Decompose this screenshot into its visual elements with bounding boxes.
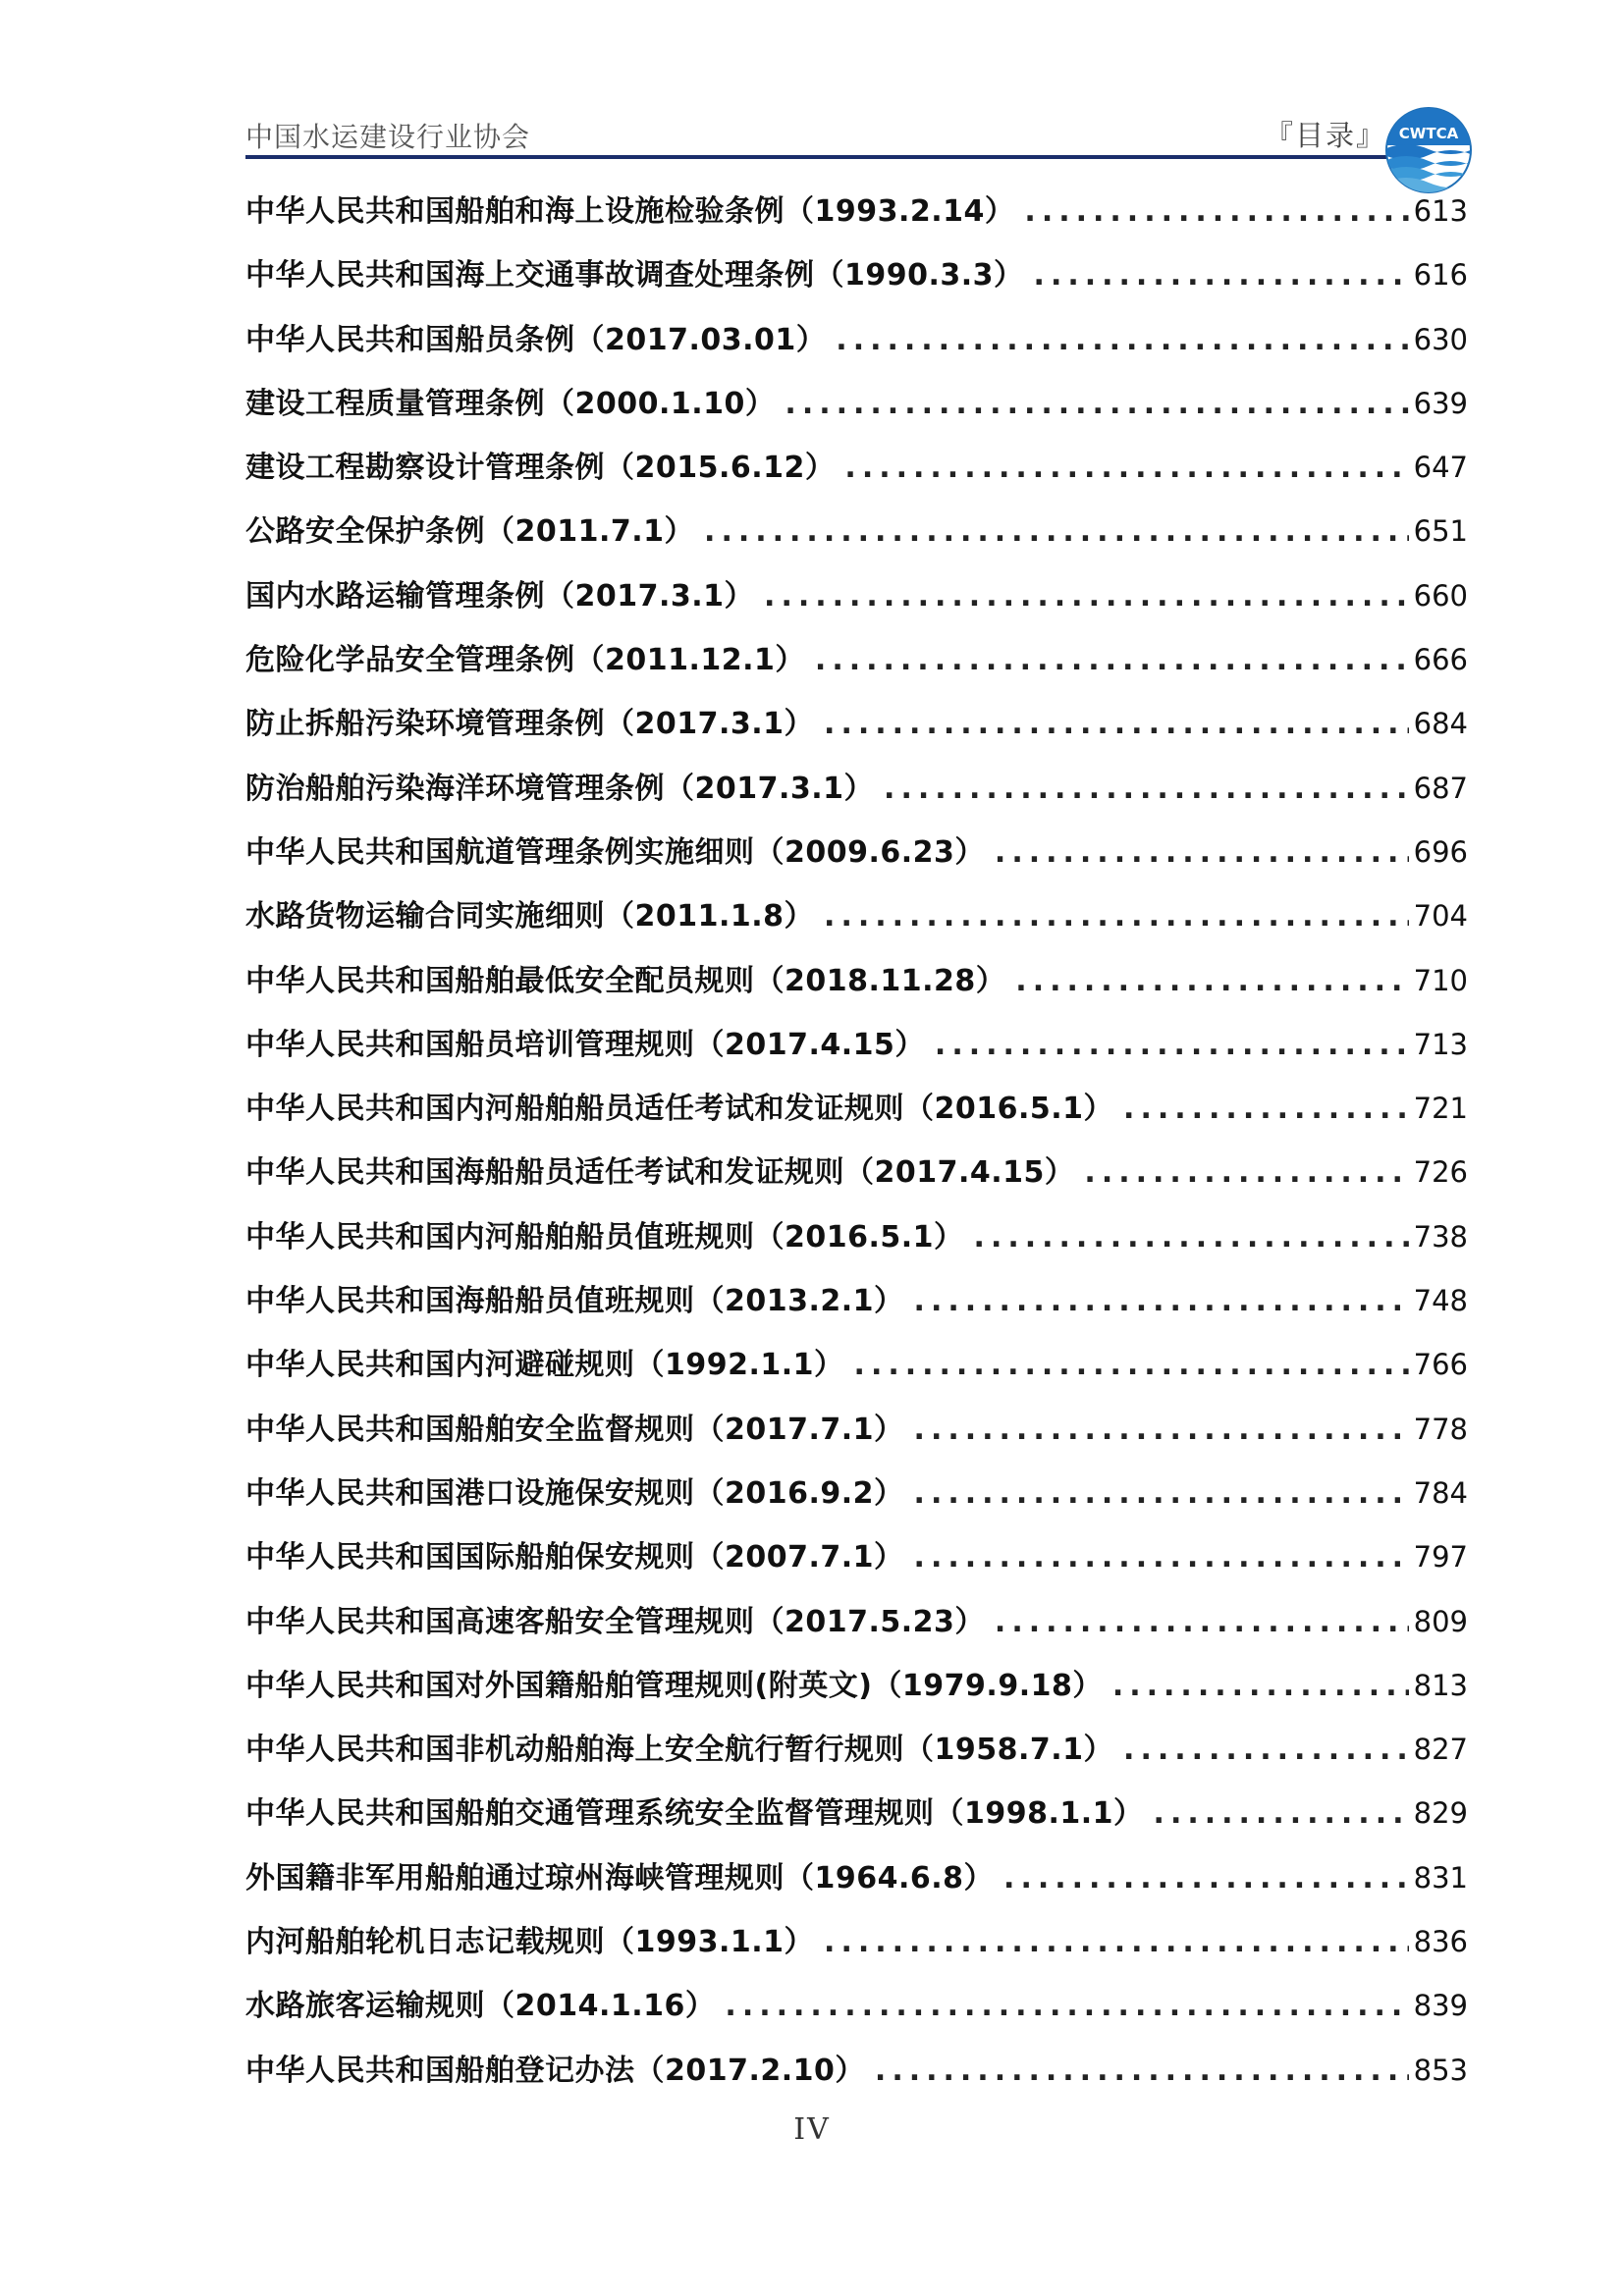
toc-leader-dots <box>826 323 1409 357</box>
toc-entry[interactable] <box>245 507 1468 570</box>
toc-entry-title: 外国籍非军用船舶通过琼州海峡管理规则（1964.6.8） <box>245 1860 995 1896</box>
toc-entry-title: 中华人民共和国船舶安全监督规则（2017.7.1） <box>245 1412 904 1447</box>
toc-leader-dots <box>775 387 1409 421</box>
toc-entry-page: 797 <box>1413 1540 1468 1575</box>
toc-entry[interactable] <box>245 1981 1468 2045</box>
toc-entry-title: 中华人民共和国非机动船舶海上安全航行暂行规则（1958.7.1） <box>245 1733 1114 1768</box>
toc-entry-title: 中华人民共和国海船船员适任考试和发证规则（2017.4.15） <box>245 1155 1075 1191</box>
header-section-title: 『目录』 <box>1264 119 1386 152</box>
page-header <box>245 0 1473 157</box>
toc-entry[interactable] <box>245 1084 1468 1148</box>
logo-text: CWTCA <box>1398 125 1459 142</box>
toc-leader-dots <box>865 2054 1409 2088</box>
toc-entry[interactable] <box>245 699 1468 763</box>
toc-entry-title: 建设工程质量管理条例（2000.1.10） <box>245 386 776 421</box>
toc-entry-page: 647 <box>1413 451 1468 485</box>
toc-entry-page: 813 <box>1413 1668 1468 1702</box>
toc-entry-page: 839 <box>1413 1989 1468 2023</box>
toc-entry[interactable] <box>245 764 1468 828</box>
toc-entry-title: 中华人民共和国海上交通事故调查处理条例（1990.3.3） <box>245 258 1024 294</box>
toc-leader-dots <box>844 1348 1409 1382</box>
toc-entry[interactable] <box>245 635 1468 699</box>
toc-entry-title: 中华人民共和国国际船舶保安规则（2007.7.1） <box>245 1540 904 1575</box>
toc-entry[interactable] <box>245 379 1468 443</box>
toc-leader-dots <box>814 899 1409 934</box>
toc-leader-dots <box>835 451 1409 485</box>
toc-entry-page: 778 <box>1413 1412 1468 1446</box>
toc-entry-page: 827 <box>1413 1733 1468 1767</box>
toc-entry-title: 中华人民共和国内河避碰规则（1992.1.1） <box>245 1348 844 1383</box>
table-of-contents <box>245 187 1468 2109</box>
toc-leader-dots <box>994 1861 1409 1896</box>
toc-entry-page: 738 <box>1413 1219 1468 1254</box>
toc-leader-dots <box>715 1989 1409 2023</box>
toc-entry-page: 853 <box>1413 2053 1468 2087</box>
toc-entry[interactable] <box>245 1661 1468 1725</box>
toc-entry-page: 831 <box>1413 1860 1468 1895</box>
toc-entry-page: 696 <box>1413 834 1468 869</box>
toc-entry-title: 建设工程勘察设计管理条例（2015.6.12） <box>245 451 836 486</box>
toc-entry-page: 613 <box>1413 194 1468 228</box>
cwtca-logo <box>1384 106 1473 194</box>
toc-entry-title: 防治船舶污染海洋环境管理条例（2017.3.1） <box>245 771 875 806</box>
toc-entry[interactable] <box>245 2046 1468 2109</box>
toc-entry-page: 616 <box>1413 258 1468 293</box>
toc-entry-page: 684 <box>1413 707 1468 741</box>
toc-entry[interactable] <box>245 1725 1468 1789</box>
toc-entry-title: 中华人民共和国内河船舶船员适任考试和发证规则（2016.5.1） <box>245 1092 1114 1127</box>
toc-entry-title: 国内水路运输管理条例（2017.3.1） <box>245 578 755 614</box>
toc-entry-page: 766 <box>1413 1348 1468 1382</box>
header-rule <box>245 155 1404 159</box>
toc-leader-dots <box>814 1925 1409 1959</box>
toc-entry-title: 危险化学品安全管理条例（2011.12.1） <box>245 643 805 678</box>
toc-entry[interactable] <box>245 1468 1468 1532</box>
toc-leader-dots <box>904 1413 1409 1447</box>
toc-entry-page: 704 <box>1413 899 1468 934</box>
toc-entry[interactable] <box>245 828 1468 891</box>
toc-entry[interactable] <box>245 443 1468 507</box>
toc-leader-dots <box>874 772 1409 806</box>
toc-entry-page: 784 <box>1413 1475 1468 1510</box>
toc-entry-page: 726 <box>1413 1155 1468 1190</box>
toc-leader-dots <box>1074 1155 1409 1190</box>
toc-leader-dots <box>694 514 1409 549</box>
toc-entry[interactable] <box>245 1212 1468 1276</box>
toc-entry-title: 中华人民共和国船舶和海上设施检验条例（1993.2.14） <box>245 194 1015 229</box>
toc-entry[interactable] <box>245 1789 1468 1852</box>
toc-leader-dots <box>1024 258 1409 293</box>
toc-entry-title: 中华人民共和国内河船舶船员值班规则（2016.5.1） <box>245 1219 964 1255</box>
toc-entry-page: 710 <box>1413 963 1468 997</box>
toc-leader-dots <box>1103 1669 1409 1703</box>
toc-entry[interactable] <box>245 1532 1468 1596</box>
toc-entry-title: 中华人民共和国对外国籍船舶管理规则(附英文)（1979.9.18） <box>245 1668 1103 1703</box>
toc-entry[interactable] <box>245 571 1468 635</box>
toc-entry-title: 中华人民共和国海船船员值班规则（2013.2.1） <box>245 1284 904 1319</box>
toc-entry[interactable] <box>245 956 1468 1020</box>
toc-leader-dots <box>1113 1092 1409 1126</box>
toc-entry[interactable] <box>245 1276 1468 1340</box>
toc-entry[interactable] <box>245 1340 1468 1404</box>
toc-entry[interactable] <box>245 1597 1468 1661</box>
toc-entry-page: 809 <box>1413 1604 1468 1638</box>
toc-entry-title: 中华人民共和国航道管理条例实施细则（2009.6.23） <box>245 834 985 870</box>
toc-entry-page: 666 <box>1413 643 1468 677</box>
toc-entry-title: 内河船舶轮机日志记载规则（1993.1.1） <box>245 1925 815 1960</box>
toc-entry-page: 651 <box>1413 514 1468 549</box>
toc-entry-title: 中华人民共和国船员培训管理规则（2017.4.15） <box>245 1027 925 1062</box>
toc-leader-dots <box>925 1028 1409 1062</box>
toc-leader-dots <box>805 643 1409 677</box>
toc-entry-title: 中华人民共和国港口设施保安规则（2016.9.2） <box>245 1475 904 1511</box>
toc-entry-page: 687 <box>1413 771 1468 805</box>
toc-entry[interactable] <box>245 1020 1468 1084</box>
toc-entry-page: 721 <box>1413 1092 1468 1126</box>
toc-entry-title: 水路旅客运输规则（2014.1.16） <box>245 1989 716 2024</box>
toc-entry[interactable] <box>245 1405 1468 1468</box>
toc-entry-page: 639 <box>1413 386 1468 420</box>
toc-entry-title: 防止拆船污染环境管理条例（2017.3.1） <box>245 707 815 742</box>
toc-entry-page: 630 <box>1413 322 1468 356</box>
toc-entry[interactable] <box>245 891 1468 955</box>
toc-entry-page: 713 <box>1413 1027 1468 1061</box>
toc-leader-dots <box>1113 1733 1409 1767</box>
toc-leader-dots <box>1014 194 1409 229</box>
toc-entry-page: 836 <box>1413 1925 1468 1959</box>
toc-entry-title: 中华人民共和国船舶最低安全配员规则（2018.11.28） <box>245 963 1006 998</box>
toc-entry-title: 中华人民共和国高速客船安全管理规则（2017.5.23） <box>245 1604 985 1639</box>
toc-entry[interactable] <box>245 187 1468 250</box>
toc-entry[interactable] <box>245 1148 1468 1211</box>
toc-entry-page: 829 <box>1413 1796 1468 1831</box>
toc-entry[interactable] <box>245 1853 1468 1917</box>
toc-entry-title: 公路安全保护条例（2011.7.1） <box>245 514 695 550</box>
toc-leader-dots <box>985 835 1409 870</box>
toc-entry[interactable] <box>245 250 1468 314</box>
toc-leader-dots <box>814 707 1409 741</box>
toc-entry-title: 水路货物运输合同实施细则（2011.1.8） <box>245 899 815 934</box>
toc-leader-dots <box>985 1605 1409 1639</box>
toc-entry-title: 中华人民共和国船舶交通管理系统安全监督管理规则（1998.1.1） <box>245 1796 1144 1832</box>
toc-entry-title: 中华人民共和国船舶登记办法（2017.2.10） <box>245 2053 865 2088</box>
toc-leader-dots <box>904 1284 1409 1318</box>
toc-leader-dots <box>1144 1796 1409 1831</box>
toc-leader-dots <box>1005 964 1409 998</box>
toc-leader-dots <box>754 579 1409 614</box>
page-number: IV <box>793 2112 831 2147</box>
toc-leader-dots <box>964 1220 1409 1255</box>
toc-leader-dots <box>904 1540 1409 1575</box>
toc-leader-dots <box>904 1476 1409 1511</box>
toc-entry-page: 748 <box>1413 1284 1468 1318</box>
toc-entry[interactable] <box>245 315 1468 379</box>
toc-entry-page: 660 <box>1413 578 1468 613</box>
toc-entry-title: 中华人民共和国船员条例（2017.03.01） <box>245 322 827 357</box>
toc-entry[interactable] <box>245 1917 1468 1981</box>
header-organization: 中国水运建设行业协会 <box>245 121 531 153</box>
